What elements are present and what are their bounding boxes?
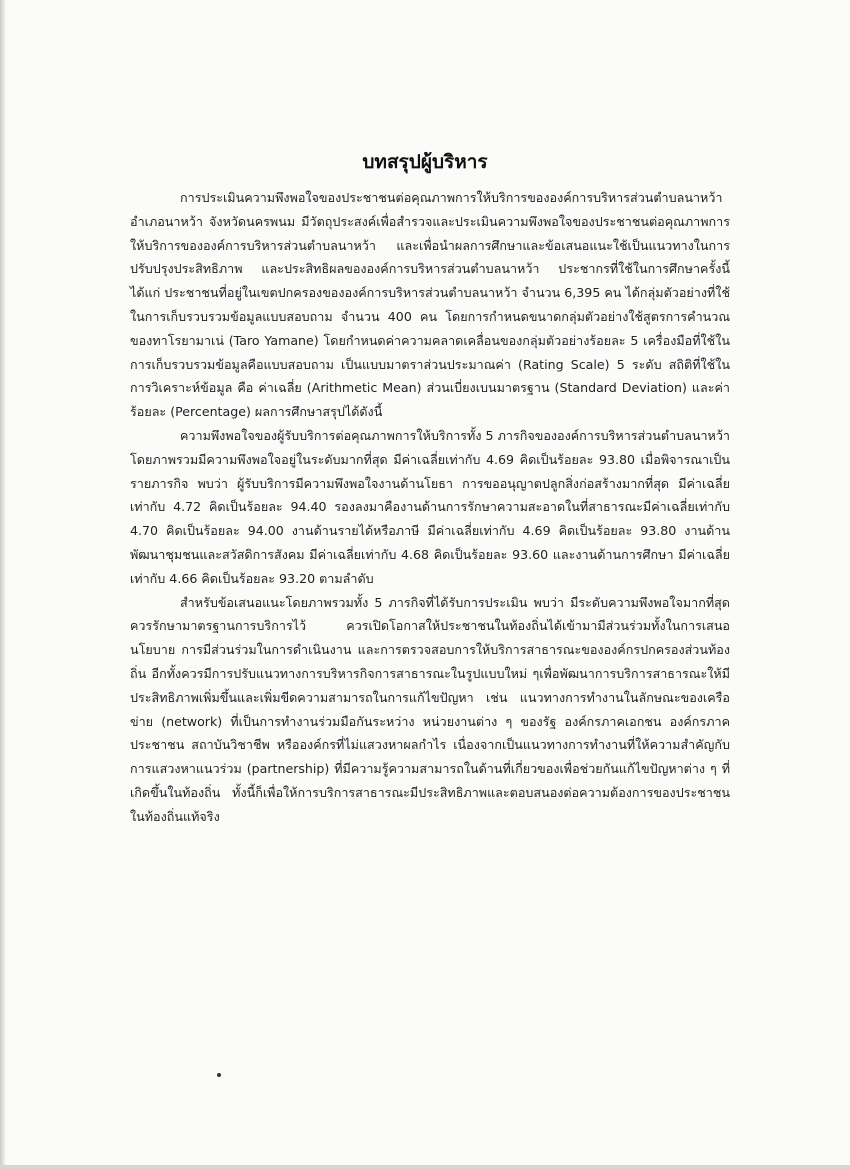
paragraph-results: ความพึงพอใจของผู้รับบริการต่อคุณภาพการให้บริการทั้ง 5 ภารกิจขององค์การบริหารส่วนตำบลนาหว้าโดยภาพรวมมีความพึงพอใจอยู่ในระดับมากที่สุด มีค่าเฉลี่ยเท่ากับ 4.69 คิดเป็นร้อยละ 93.80 เมื่อพิจารณาเป็นรายภารกิจ พบว่า ผู้รับบริการมีความพึงพอใจงานด้านโยธา การขออนุญาตปลูกสิ่งก่อสร้างมากที่สุด มีค่าเฉลี่ยเท่ากับ 4.72 คิดเป็นร้อยละ 94.40 รองลงมาคืองานด้านการรักษาความสะอาดในที่สาธารณะมีค่าเฉลี่ยเท่ากับ 4.70 คิดเป็นร้อยละ 94.00 งานด้านรายได้หรือภาษี มีค่าเฉลี่ยเท่ากับ 4.69 คิดเป็นร้อยละ 93.80 งานด้านพัฒนาชุมชนและสวัสดิการสังคม มีค่าเฉลี่ยเท่ากับ 4.68 คิดเป็นร้อยละ 93.60 และงานด้านการศึกษา มีค่าเฉลี่ยเท่ากับ 4.66 คิดเป็นร้อยละ 93.20 ตามลำดับ xyxy=(130,427,730,586)
scan-shadow-bottom xyxy=(0,1165,850,1169)
scan-speck xyxy=(217,1073,221,1077)
paragraph-recommendations: สำหรับข้อเสนอแนะโดยภาพรวมทั้ง 5 ภารกิจที่ได้รับการประเมิน พบว่า มีระดับความพึงพอใจมากที่สุด ควรรักษามาตรฐานการบริการไว้ ควรเปิดโอกาสให้ประชาชนในท้องถิ่นได้เข้ามามีส่วนร่วมทั้งในการเสนอนโยบาย การมีส่วนร่วมในการดำเนินงาน และการตรวจสอบการให้บริการสาธารณะขององค์กรปกครองส่วนท้องถิ่น อีกทั้งควรมีการปรับแนวทางการบริหารกิจการสาธารณะในรูปแบบใหม่ ๆเพื่อพัฒนาการบริการสาธารณะให้มีประสิทธิภาพเพิ่มขึ้นและเพิ่มขีดความสามารถในการแก้ไขปัญหา เช่น แนวทางการทำงานในลักษณะของเครือข่าย (network) ที่เป็นการทำงานร่วมมือกันระหว่าง หน่วยงานต่าง ๆ ของรัฐ องค์กรภาคเอกชน องค์กรภาคประชาชน สถาบันวิชาชีพ หรือองค์กรที่ไม่แสวงหาผลกำไร เนื่องจากเป็นแนวทางการทำงานที่ให้ความสำคัญกับการแสวงหาแนวร่วม (partnership) ที่มีความรู้ความสามารถในด้านที่เกี่ยวของเพื่อช่วยกันแก้ไขปัญหาต่าง ๆ ที่เกิดขึ้นในท้องถิ่น ทั้งนี้ก็เพื่อให้การบริการสาธารณะมีประสิทธิภาพและตอบสนองต่อความต้องการของประชาชนในท้องถิ่นแท้จริง xyxy=(130,594,730,824)
paragraph-method: การประเมินความพึงพอใจของประชาชนต่อคุณภาพการให้บริการขององค์การบริหารส่วนตำบลนาหว้า อำเภอนาหว้า จังหวัดนครพนม มีวัตถุประสงค์เพื่อสำรวจและประเมินความพึงพอใจของประชาชนต่อคุณภาพการให้บริการขององค์การบริหารส่วนตำบลนาหว้า และเพื่อนำผลการศึกษาและข้อเสนอแนะใช้เป็นแนวทางในการปรับปรุงประสิทธิภาพ และประสิทธิผลขององค์การบริหารส่วนตำบลนาหว้า ประชากรที่ใช้ในการศึกษาครั้งนี้ได้แก่ ประชาชนที่อยู่ในเขตปกครองขององค์การบริหารส่วนตำบลนาหว้า จำนวน 6,395 คน ได้กลุ่มตัวอย่างที่ใช้ในการเก็บรวบรวมข้อมูลแบบสอบถาม จำนวน 400 คน โดยการกำหนดขนาดกลุ่มตัวอย่างใช้สูตรการคำนวณของทาโรยามาเน่ (Taro Yamane) โดยกำหนดค่าความคลาดเคลื่อนของกลุ่มตัวอย่างร้อยละ 5 เครื่องมือที่ใช้ในการเก็บรวบรวมข้อมูลคือแบบสอบถาม เป็นแบบมาตราส่วนประมาณค่า (Rating Scale) 5 ระดับ สถิติที่ใช้ในการวิเคราะห์ข้อมูล คือ ค่าเฉลี่ย (Arithmetic Mean) ส่วนเบี่ยงเบนมาตรฐาน (Standard Deviation) และค่าร้อยละ (Percentage) ผลการศึกษาสรุปได้ดังนี้ xyxy=(130,190,730,420)
document-body xyxy=(130,186,730,829)
page-title: บทสรุปผู้บริหาร xyxy=(362,151,488,173)
